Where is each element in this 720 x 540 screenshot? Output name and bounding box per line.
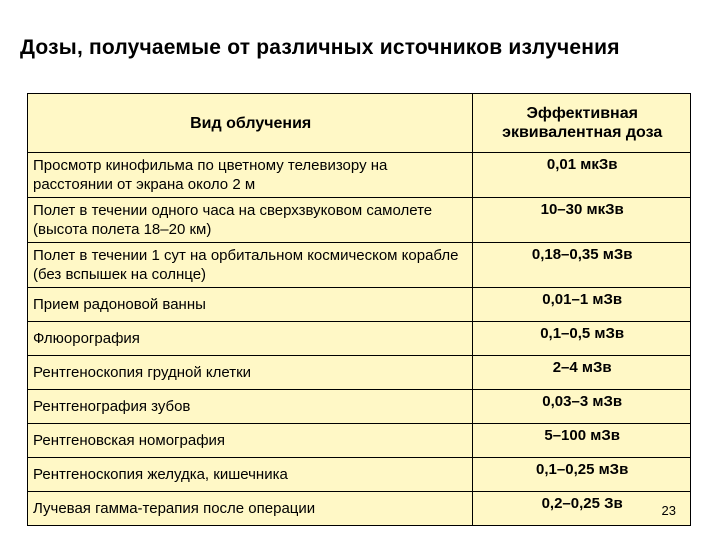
table-row — [28, 492, 691, 526]
exposure-type-cell: Рентгенография зубов — [28, 390, 473, 424]
dose-cell: 0,01–1 мЗв — [473, 288, 691, 322]
table-row — [28, 424, 691, 458]
table-row — [28, 243, 691, 288]
column-header-dose: Эффективная эквивалентная доза — [473, 94, 691, 153]
exposure-type-cell: Полет в течении 1 сут на орбитальном космическом корабле (без вспышек на солнце) — [28, 243, 473, 288]
table-row — [28, 288, 691, 322]
dose-cell: 0,1–0,5 мЗв — [473, 322, 691, 356]
dose-table — [27, 93, 691, 526]
exposure-type-cell: Рентгеноскопия грудной клетки — [28, 356, 473, 390]
table-row — [28, 458, 691, 492]
table-header-row — [28, 94, 691, 153]
exposure-type-cell: Лучевая гамма-терапия после операции — [28, 492, 473, 526]
dose-cell: 0,1–0,25 мЗв — [473, 458, 691, 492]
column-header-type: Вид облучения — [28, 94, 473, 153]
table-row — [28, 356, 691, 390]
dose-cell: 0,01 мкЗв — [473, 153, 691, 198]
dose-cell: 0,2–0,25 Зв — [473, 492, 691, 526]
exposure-type-cell: Рентгеноскопия желудка, кишечника — [28, 458, 473, 492]
exposure-type-cell: Рентгеновская номография — [28, 424, 473, 458]
exposure-type-cell: Прием радоновой ванны — [28, 288, 473, 322]
table-row — [28, 198, 691, 243]
dose-cell: 0,03–3 мЗв — [473, 390, 691, 424]
table-row — [28, 322, 691, 356]
dose-cell: 0,18–0,35 мЗв — [473, 243, 691, 288]
table-row — [28, 153, 691, 198]
dose-cell: 2–4 мЗв — [473, 356, 691, 390]
exposure-type-cell: Полет в течении одного часа на сверхзвуковом самолете (высота полета 18–20 км) — [28, 198, 473, 243]
exposure-type-cell: Флюорография — [28, 322, 473, 356]
table-row — [28, 390, 691, 424]
exposure-type-cell: Просмотр кинофильма по цветному телевизору на расстоянии от экрана около 2 м — [28, 153, 473, 198]
dose-cell: 10–30 мкЗв — [473, 198, 691, 243]
dose-cell: 5–100 мЗв — [473, 424, 691, 458]
page-title: Дозы, получаемые от различных источников излучения — [20, 36, 620, 59]
page-number: 23 — [661, 503, 676, 518]
